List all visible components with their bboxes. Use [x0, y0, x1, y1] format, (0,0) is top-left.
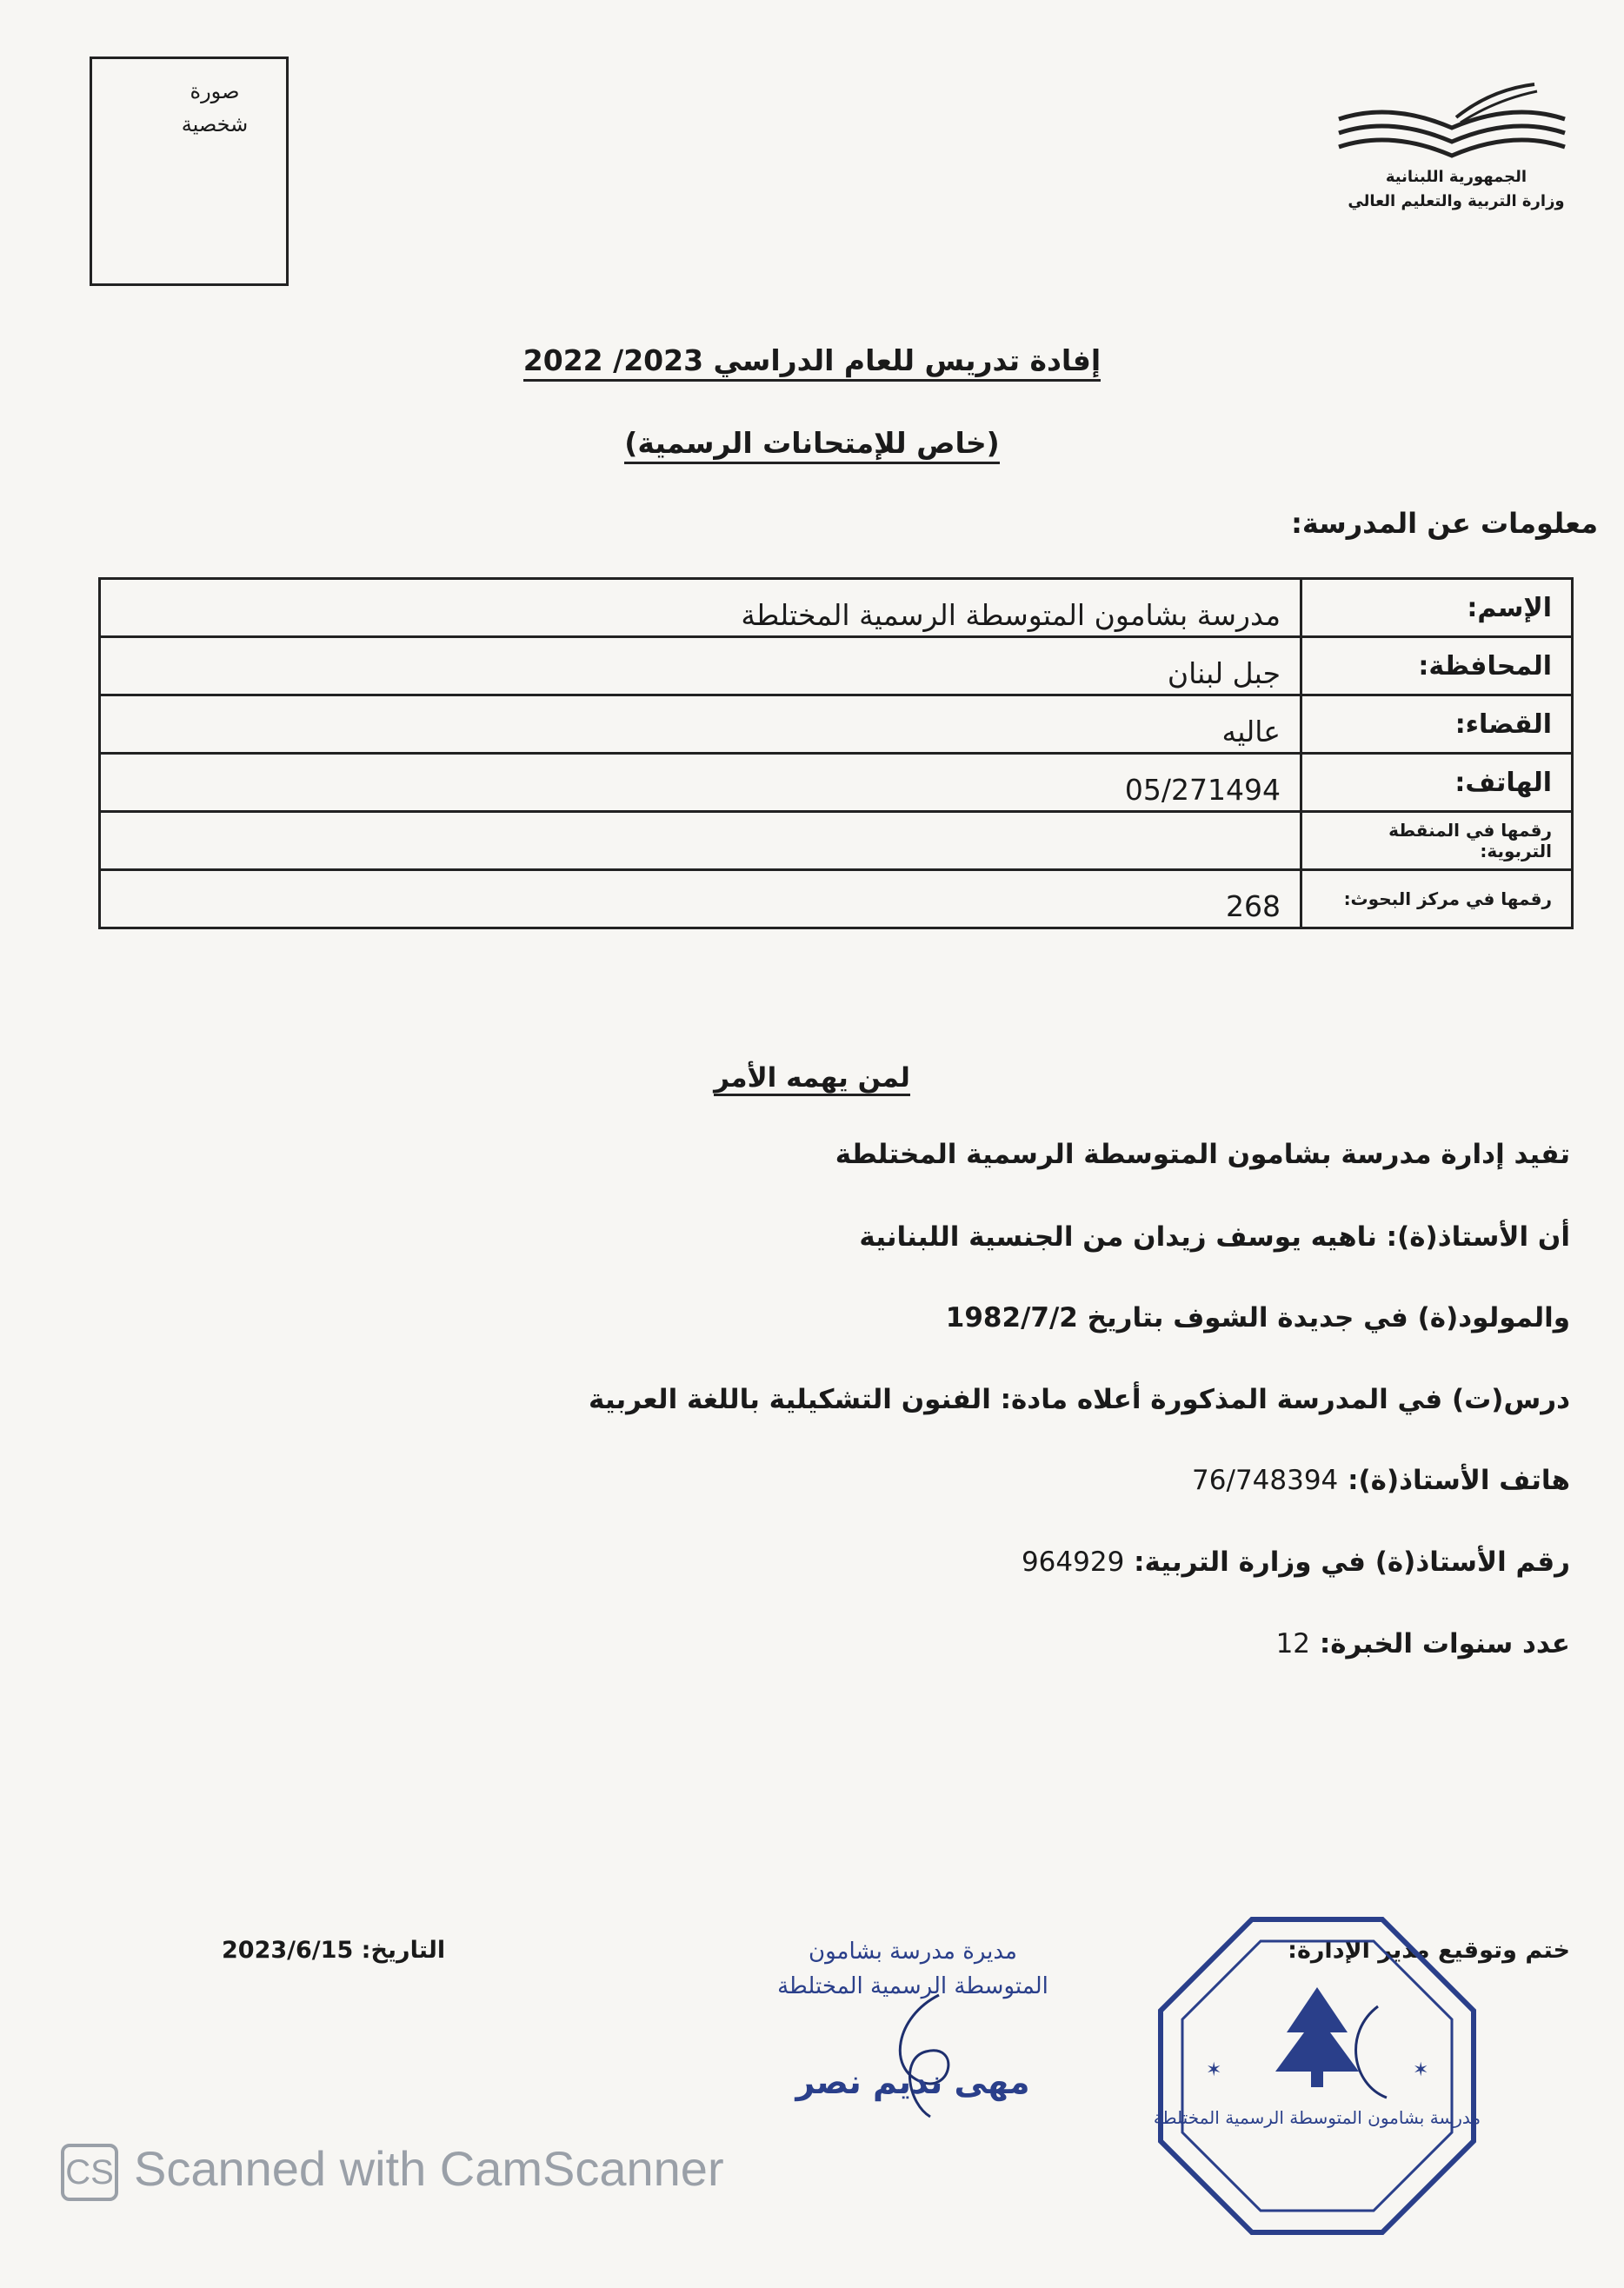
body-line-1: تفيد إدارة مدرسة بشامون المتوسطة الرسمية المختلطة — [835, 1139, 1570, 1170]
teacher-phone-value: 76/748394 — [1192, 1465, 1339, 1496]
school-info-heading: معلومات عن المدرسة: — [1291, 507, 1598, 540]
signature-scribble — [878, 1991, 974, 2121]
stamp-signature-label: ختم وتوقيع مدير الإدارة: — [1288, 1937, 1570, 1964]
date-label: التاريخ: — [361, 1937, 446, 1964]
date-value: 2023/6/15 — [222, 1937, 354, 1964]
phone-value: 05/271494 — [100, 754, 1301, 812]
principal-title: مديرة مدرسة بشامون المتوسطة الرسمية المختلطة — [777, 1939, 1048, 1999]
district-value: عاليه — [100, 695, 1301, 754]
name-label: الإسم: — [1301, 579, 1573, 637]
open-book-icon — [1330, 83, 1574, 165]
experience-value: 12 — [1275, 1628, 1311, 1659]
ministry-logo — [1313, 83, 1600, 239]
table-row — [100, 812, 1573, 870]
camscanner-icon: CS — [61, 2144, 118, 2201]
experience-line — [1276, 1628, 1570, 1659]
principal-name: مهى نديم نصر — [795, 2063, 1030, 2101]
school-info-table — [98, 577, 1574, 929]
table-row — [100, 695, 1573, 754]
district-label: القضاء: — [1301, 695, 1573, 754]
ministry-name: وزارة التربية والتعليم العالي — [1348, 192, 1565, 210]
edu-zone-number-value — [100, 812, 1301, 870]
date-block — [222, 1937, 445, 1964]
teacher-phone-label: هاتف الأستاذ(ة): — [1348, 1465, 1570, 1496]
research-center-number-value: 268 — [100, 870, 1301, 928]
body-line-4: درس(ت) في المدرسة المذكورة أعلاه مادة: الفنون التشكيلية باللغة العربية — [589, 1384, 1570, 1415]
cedar-icon — [1275, 1987, 1359, 2072]
governorate-value: جبل لبنان — [100, 637, 1301, 695]
watermark-text: Scanned with CamScanner — [134, 2141, 724, 2196]
body-line-2: أن الأستاذ(ة): ناهيه يوسف زيدان من الجنسية اللبنانية — [859, 1221, 1570, 1253]
official-stamp — [1152, 1911, 1482, 2241]
photo-label: صورة شخصية — [181, 79, 249, 136]
table-row — [100, 579, 1573, 637]
country-name: الجمهورية اللبنانية — [1385, 168, 1527, 186]
ministry-number-value: 964929 — [1021, 1546, 1125, 1578]
experience-label: عدد سنوات الخبرة: — [1319, 1628, 1570, 1659]
page-subtitle: (خاص للإمتحانات الرسمية) — [0, 426, 1624, 460]
teacher-phone-line — [1192, 1465, 1570, 1496]
ministry-number-label: رقم الأستاذ(ة) في وزارة التربية: — [1134, 1546, 1570, 1578]
table-row — [100, 754, 1573, 812]
edu-zone-number-label: رقمها في المنقطة التربوية: — [1301, 812, 1573, 870]
ministry-number-line — [1022, 1546, 1570, 1578]
table-row — [100, 637, 1573, 695]
svg-text:✶: ✶ — [1413, 2059, 1429, 2081]
camscanner-watermark — [61, 2140, 724, 2201]
to-whom-heading: لمن يهمه الأمر — [0, 1062, 1624, 1094]
phone-label: الهاتف: — [1301, 754, 1573, 812]
svg-text:✶: ✶ — [1206, 2059, 1222, 2081]
research-center-number-label: رقمها في مركز البحوث: — [1301, 870, 1573, 928]
stamp-text: مدرسة بشامون المتوسطة الرسمية المختلطة — [1153, 2107, 1481, 2128]
page-title: إفادة تدريس للعام الدراسي 2023/ 2022 — [0, 343, 1624, 377]
photo-box — [90, 57, 289, 286]
governorate-label: المحافظة: — [1301, 637, 1573, 695]
name-value: مدرسة بشامون المتوسطة الرسمية المختلطة — [100, 579, 1301, 637]
body-line-3: والمولود(ة) في جديدة الشوف بتاريخ 1982/7/2 — [945, 1302, 1570, 1334]
table-row — [100, 870, 1573, 928]
